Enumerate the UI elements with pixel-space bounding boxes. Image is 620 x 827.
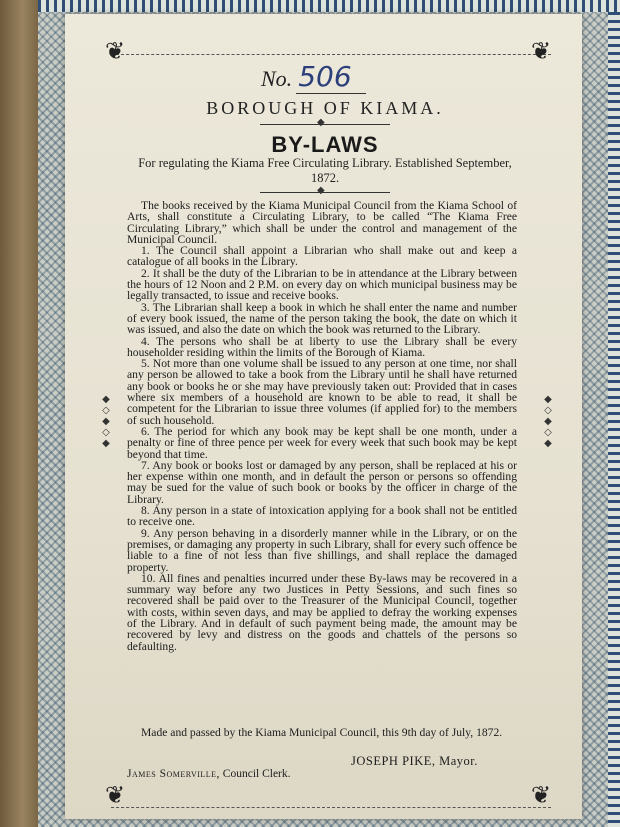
book-spine — [0, 0, 38, 827]
bylaw-7: 7. Any book or books lost or damaged by any person, shall be replaced at his or her expense within one month, and in default the person or persons so offending may be sued for the value of such book or books by the officer in charge of the Library. — [127, 458, 517, 506]
corner-ornament-top-left: ❦ — [105, 39, 126, 65]
decorative-border-top — [38, 0, 620, 12]
side-ornament-right: ◆ ◇ ◆ ◇ ◆ — [544, 394, 552, 449]
divider-rule — [260, 192, 390, 193]
bylaw-4: 4. The persons who shall be at liberty to use the Library shall be every householder residing within the limits of the Borough of Kiama. — [127, 334, 517, 359]
subtitle: For regulating the Kiama Free Circulating Library. Established September, 1872. — [138, 156, 512, 185]
number-prefix: No. — [261, 66, 293, 91]
closing-text: Made and passed by the Kiama Municipal Council, this 9th day of July, 1872. — [141, 726, 503, 739]
corner-ornament-top-right: ❦ — [531, 39, 552, 65]
page-title: BY-LAWS — [271, 132, 379, 157]
clerk-signature — [127, 768, 291, 780]
bylaw-10: 10. All fines and penalties incurred under these By-laws may be recovered in a summary way before any two Justices in Petty Sessions, and such fines so recovered shall be paid over to the Treasurer of the Municipal Council, together with costs, within seven days, and may be applied to defray the working expenses of the Library. And in default of such payment being made, the amount may be recovered by levy and distress on the goods and chattels of the persons so defaulting. — [127, 571, 517, 653]
closing-statement — [127, 727, 517, 739]
clerk-name: James Somerville, — [127, 768, 220, 780]
borough-heading: BOROUGH OF KIAMA. — [206, 98, 444, 118]
side-ornament-left: ◆ ◇ ◆ ◇ ◆ — [102, 394, 110, 449]
bylaw-9: 9. Any person behaving in a disorderly manner while in the Library, or on the premises, or damaging any property in such Library, shall for every such offence be liable to a fine of not less than five shillings, and shall replace the damaged property. — [127, 526, 517, 574]
bylaw-5: 5. Not more than one volume shall be issued to any person at one time, nor shall any person be allowed to take a book from the Library until he shall have returned any book or books he or she may have previously taken out: Provided that in cases where six members of a household are known to be able to read, it shall be competent for the Librarian to issue three volumes (if applied for) to the members of such household. — [127, 357, 517, 427]
number-value: 506 — [296, 60, 365, 94]
bylaws-body — [127, 200, 517, 652]
bylaw-3: 3. The Librarian shall keep a book in which he shall enter the name and number of every book issued, the name of the person taking the book, the date on which it was issued, and also the date on which the book was returned to the Library. — [127, 300, 517, 337]
corner-ornament-bottom-right: ❦ — [531, 783, 552, 809]
corner-ornament-bottom-left: ❦ — [105, 783, 126, 809]
library-bylaws-notice — [65, 14, 582, 819]
divider-rule — [260, 124, 390, 125]
bylaw-6: 6. The period for which any book may be kept shall be one month, under a penalty or fine of three pence per week for every week that such book may be kept beyond that time. — [127, 424, 517, 461]
bylaw-2: 2. It shall be the duty of the Librarian to be in attendance at the Library between the hours of 12 Noon and 2 P.M. on every day on which municipal business may be legally transacted, to issue and receive books. — [127, 266, 517, 303]
intro-paragraph: The books received by the Kiama Municipal Council from the Kiama School of Arts, shall constitute a Circulating Library, to be called “The Kiama Free Circulating Library,” which shall be under the control and management of the Municipal Council. — [127, 199, 517, 246]
clerk-title: Council Clerk. — [222, 768, 291, 780]
mayor-signature: JOSEPH PIKE, Mayor. — [351, 754, 478, 768]
decorative-border-right — [608, 12, 620, 827]
bylaw-1: 1. The Council shall appoint a Librarian who shall make out and keep a catalogue of all books in the Library. — [127, 244, 517, 269]
bylaw-8: 8. Any person in a state of intoxication applying for a book shall not be entitled to receive one. — [127, 504, 517, 529]
document-number — [261, 60, 366, 93]
